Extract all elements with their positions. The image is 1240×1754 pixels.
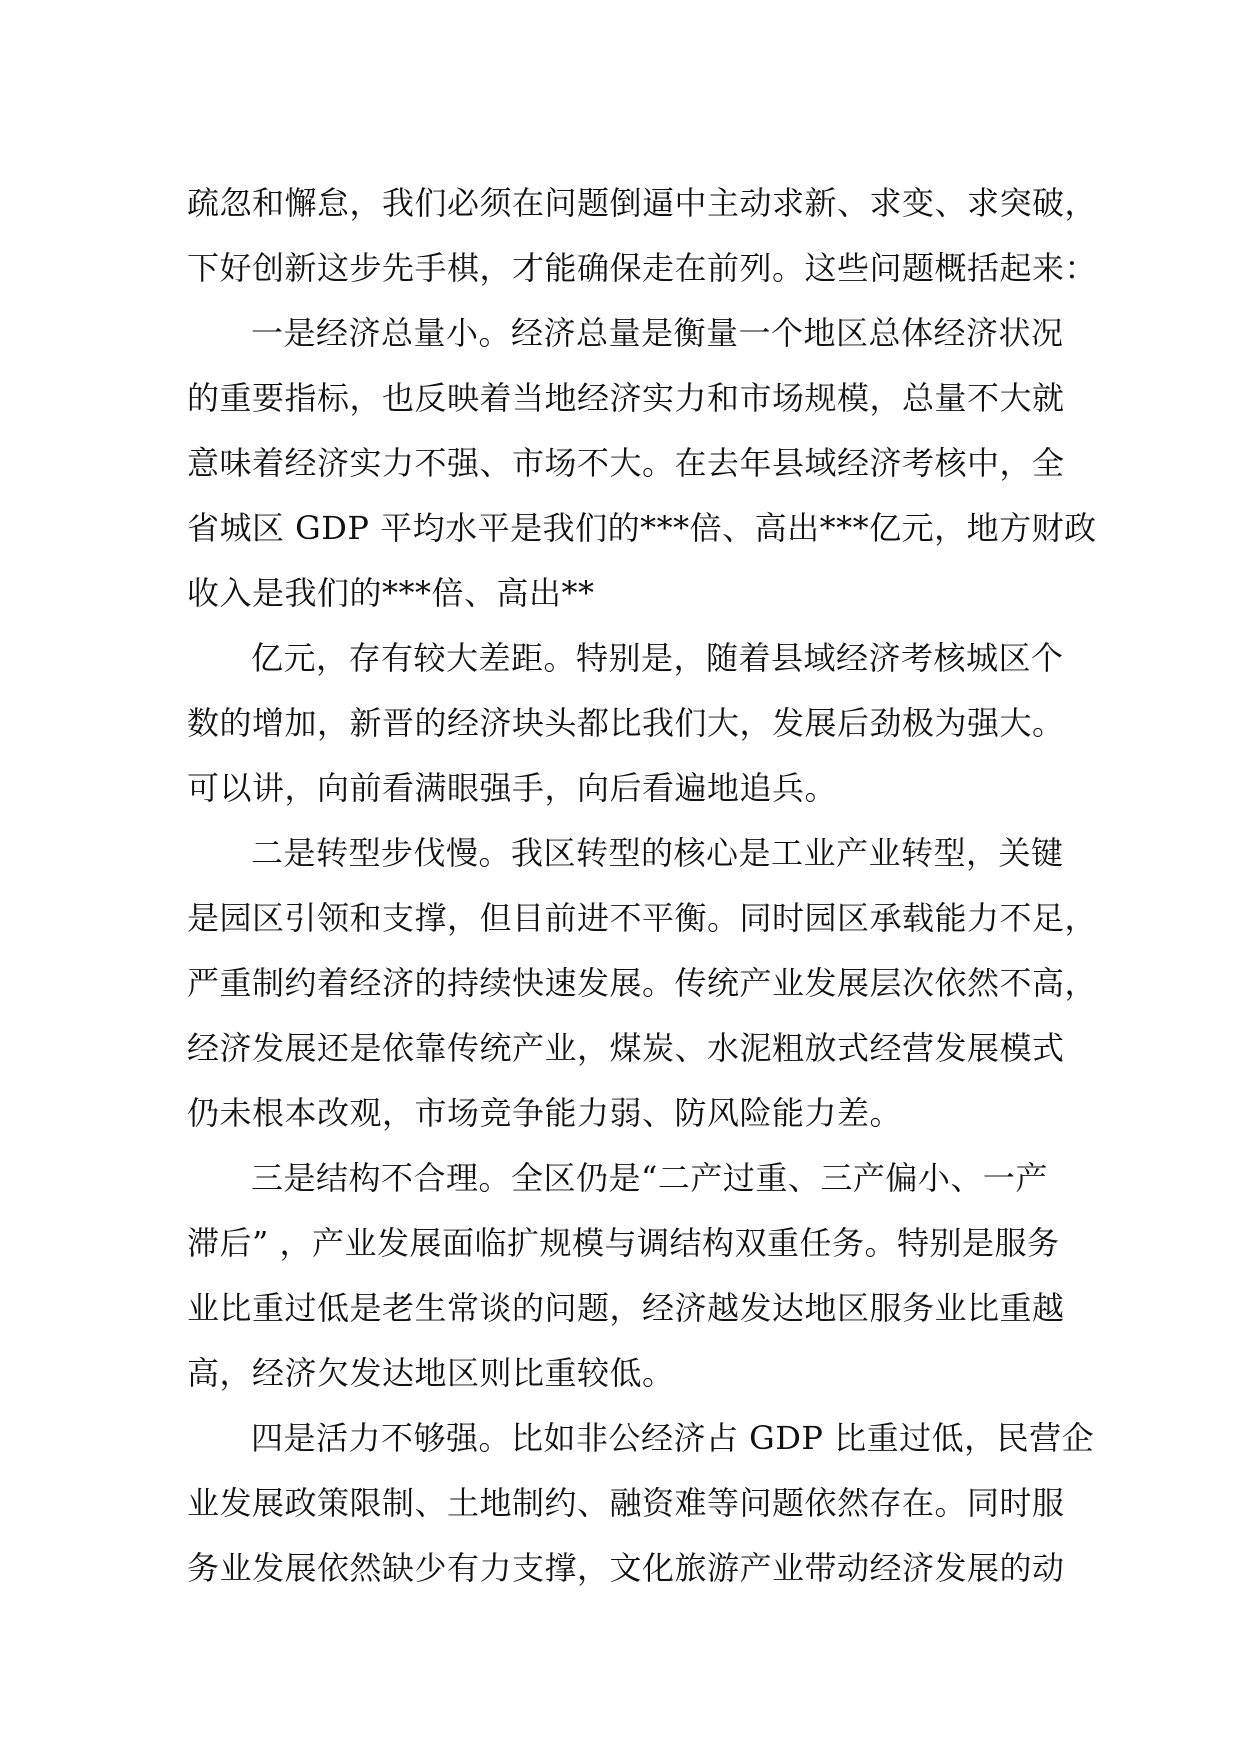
paragraph-start-line: 二是转型步伐慢。我区转型的核心是工业产业转型，关键 <box>251 834 1064 872</box>
text-line: 业发展政策限制、土地制约、融资难等问题依然存在。同时服 <box>187 1484 1065 1522</box>
text-line: 仍未根本改观，市场竞争能力弱、防风险能力差。 <box>187 1094 903 1132</box>
paragraph-start-line: 亿元，存有较大差距。特别是，随着县域经济考核城区个 <box>251 639 1064 677</box>
paragraph-start-line: 三是结构不合理。全区仍是“二产过重、三产偏小、一产 <box>251 1159 1048 1197</box>
text-line: 意味着经济实力不强、市场不大。在去年县域经济考核中，全 <box>187 444 1065 482</box>
paragraph-start-line: 四是活力不够强。比如非公经济占 GDP 比重过低，民营企 <box>251 1419 1095 1457</box>
text-line: 务业发展依然缺少有力支撑，文化旅游产业带动经济发展的动 <box>187 1549 1065 1587</box>
text-line: 滞后” ，产业发展面临扩规模与调结构双重任务。特别是服务 <box>187 1224 1060 1262</box>
text-line: 经济发展还是依靠传统产业，煤炭、水泥粗放式经营发展模式 <box>187 1029 1065 1067</box>
text-line: 收入是我们的***倍、高出** <box>187 574 595 612</box>
text-line: 的重要指标，也反映着当地经济实力和市场规模，总量不大就 <box>187 379 1065 417</box>
paragraph-start-line: 一是经济总量小。经济总量是衡量一个地区总体经济状况 <box>251 314 1064 352</box>
text-line: 疏忽和懈怠，我们必须在问题倒逼中主动求新、求变、求突破， <box>187 184 1098 222</box>
text-line: 数的增加，新晋的经济块头都比我们大，发展后劲极为强大。 <box>187 704 1065 742</box>
text-line: 高，经济欠发达地区则比重较低。 <box>187 1354 675 1392</box>
text-line: 下好创新这步先手棋，才能确保走在前列。这些问题概括起来： <box>187 249 1098 287</box>
text-line: 严重制约着经济的持续快速发展。传统产业发展层次依然不高， <box>187 964 1098 1002</box>
text-line: 是园区引领和支撑，但目前进不平衡。同时园区承载能力不足， <box>187 899 1098 937</box>
text-line: 省城区 GDP 平均水平是我们的***倍、高出***亿元，地方财政 <box>187 509 1097 547</box>
body-text <box>187 171 1098 1601</box>
text-line: 可以讲，向前看满眼强手，向后看遍地追兵。 <box>187 769 838 807</box>
text-line: 业比重过低是老生常谈的问题，经济越发达地区服务业比重越 <box>187 1289 1065 1327</box>
